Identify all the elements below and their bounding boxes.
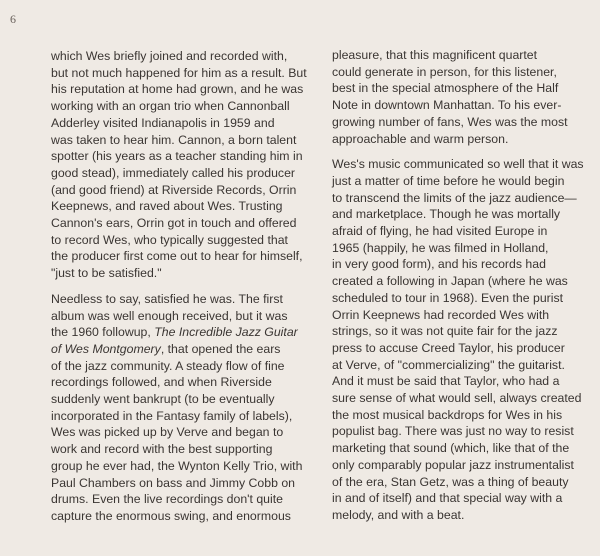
text-line: the most musical backdrops for Wes in his <box>332 407 563 422</box>
text-line: best in the special atmosphere of the Half <box>332 81 559 96</box>
text-line: afraid of flying, he had visited Europe in <box>332 224 548 239</box>
text-line: but not much happened for him as a result. But <box>51 65 307 80</box>
text-line: suddenly went bankrupt (to be eventually <box>51 392 275 407</box>
right-column <box>332 47 582 524</box>
page-number: 6 <box>10 12 16 26</box>
text-line: sure sense of what would sell, always created <box>332 391 582 406</box>
paragraph-right-1 <box>332 47 582 147</box>
text-run: , that opened the ears <box>160 341 281 356</box>
text-line: in and of itself) and that special way with a <box>332 491 563 506</box>
text-line: Keepnews, and raved about Wes. Trusting <box>51 199 283 214</box>
text-line <box>51 341 313 358</box>
text-line: incorporated in the Fantasy family of labels), <box>51 408 293 423</box>
text-line: of the jazz community. A steady flow of fine <box>51 358 285 373</box>
text-line: 1965 (happily, he was filmed in Holland, <box>332 240 549 255</box>
paragraph-left-2 <box>51 291 313 525</box>
text-line: to transcend the limits of the jazz audience— <box>332 190 577 205</box>
text-line: scheduled to tour in 1968). Even the purist <box>332 290 564 305</box>
text-line: only comparably popular jazz instrumentalist <box>332 457 574 472</box>
album-title-italic: The Incredible Jazz Guitar <box>154 325 298 340</box>
album-title-italic: of Wes Montgomery <box>51 341 161 356</box>
text-line: Note in downtown Manhattan. To his ever- <box>332 98 562 113</box>
text-line: Cannon's ears, Orrin got in touch and offered <box>51 216 297 231</box>
text-line: which Wes briefly joined and recorded with, <box>51 49 288 63</box>
text-line: melody, and with a beat. <box>332 507 465 522</box>
text-line: capture the enormous swing, and enormous <box>51 508 291 523</box>
text-line: approachable and warm person. <box>332 131 509 146</box>
text-line: working with an organ trio when Cannonball <box>51 99 290 114</box>
text-line: strings, so it was not quite fair for the jazz <box>332 324 558 339</box>
text-line: was taken to hear him. Cannon, a born talent <box>51 132 297 147</box>
paragraph-left-1 <box>51 48 313 282</box>
text-line: the producer first come out to hear for himself, <box>51 249 303 264</box>
text-line: Needless to say, satisfied he was. The first <box>51 291 283 306</box>
text-line: of the era, Stan Getz, was a thing of beauty <box>332 474 569 489</box>
text-line: and marketplace. Though he was mortally <box>332 207 561 222</box>
text-line: And it must be said that Taylor, who had a <box>332 374 560 389</box>
text-line: pleasure, that this magnificent quartet <box>332 48 538 62</box>
text-line: could generate in person, for this listener, <box>332 64 557 79</box>
text-line: work and record with the best supporting <box>51 442 273 457</box>
text-line: Orrin Keepnews had recorded Wes with <box>332 307 550 322</box>
text-line: populist bag. There was just no way to resist <box>332 424 574 439</box>
text-line: (and good friend) at Riverside Records, Orrin <box>51 182 297 197</box>
text-line: spotter (his years as a teacher standing him in <box>51 149 303 164</box>
text-run: the 1960 followup, <box>51 325 155 340</box>
text-line: "just to be satisfied." <box>51 266 162 281</box>
text-line: marketing that sound (which, like that of the <box>332 441 570 456</box>
paragraph-right-2 <box>332 156 582 523</box>
left-column <box>51 48 313 525</box>
text-line: press to accuse Creed Taylor, his producer <box>332 340 565 355</box>
text-line: just a matter of time before he would begin <box>332 173 565 188</box>
text-line: Wes's music communicated so well that it was <box>332 157 584 172</box>
text-line: his reputation at home had grown, and he was <box>51 82 304 97</box>
text-line: in very good form), and his records had <box>332 257 546 272</box>
text-line: album was well enough received, but it was <box>51 308 288 323</box>
text-line: growing number of fans, Wes was the most <box>332 114 568 129</box>
text-line: good stead), immediately called his producer <box>51 165 296 180</box>
text-line: recordings followed, and when Riverside <box>51 375 272 390</box>
text-line: Wes was picked up by Verve and began to <box>51 425 284 440</box>
text-line: to record Wes, who typically suggested that <box>51 232 288 247</box>
text-line: group he ever had, the Wynton Kelly Trio, with <box>51 458 303 473</box>
text-line: Paul Chambers on bass and Jimmy Cobb on <box>51 475 296 490</box>
text-line: drums. Even the live recordings don't quite <box>51 492 284 507</box>
text-line: created a following in Japan (where he was <box>332 274 568 289</box>
text-line: Adderley visited Indianapolis in 1959 and <box>51 115 275 130</box>
text-line: at Verve, of "commercializing" the guitarist. <box>332 357 565 372</box>
text-line <box>51 324 313 341</box>
